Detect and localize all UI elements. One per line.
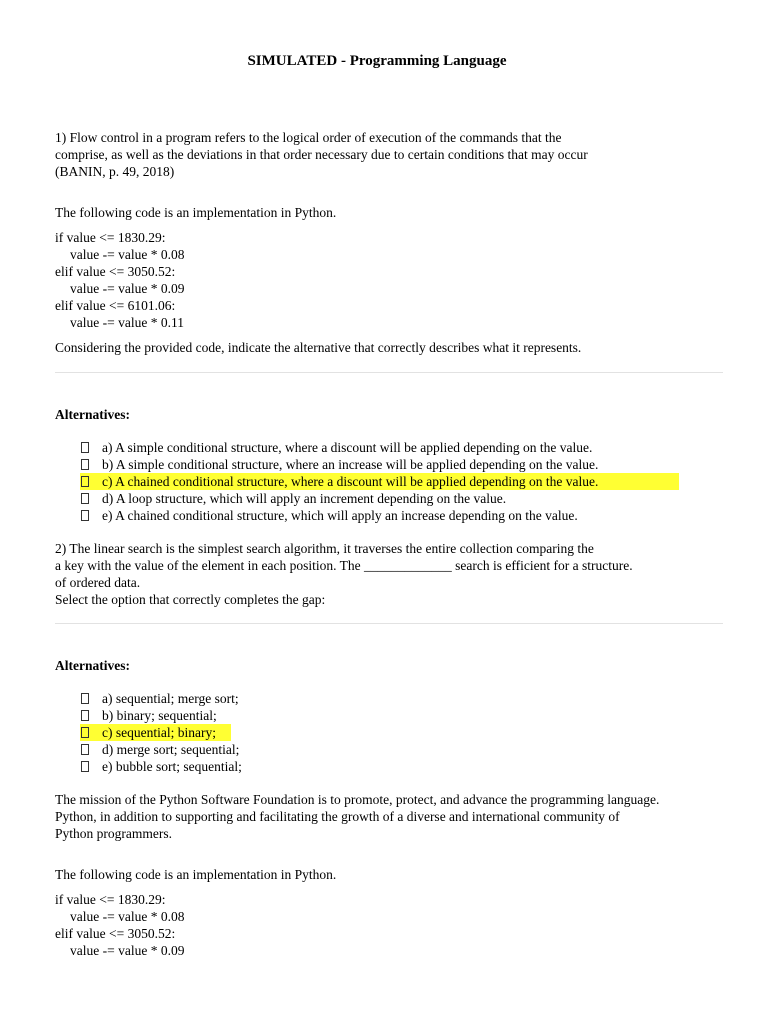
code-line: value -= value * 0.11: [70, 315, 184, 330]
q3-statement-line: The mission of the Python Software Foundation is to promote, protect, and advance the programming language.: [55, 792, 660, 807]
alternative-label: e) bubble sort; sequential;: [102, 759, 242, 774]
checkbox-icon[interactable]: [81, 761, 89, 772]
alternative-label: d) merge sort; sequential;: [102, 742, 240, 757]
q1-alternatives-list: [80, 439, 679, 524]
section-divider: [55, 623, 723, 624]
q2-alternatives-list: [80, 690, 242, 775]
q1-statement-line: comprise, as well as the deviations in that order necessary due to certain conditions that may occur: [55, 147, 588, 162]
q2-alternative-c[interactable]: [80, 724, 231, 741]
q1-prompt: Considering the provided code, indicate the alternative that correctly describes what it represents.: [55, 340, 582, 355]
q1-alternative-b[interactable]: [80, 456, 679, 473]
checkbox-icon[interactable]: [81, 744, 89, 755]
alternative-label: c) sequential; binary;: [102, 725, 216, 740]
q2-alternative-e[interactable]: [80, 758, 242, 775]
q1-statement: [55, 129, 723, 180]
checkbox-icon[interactable]: [81, 476, 89, 487]
q2-alternative-d[interactable]: [80, 741, 242, 758]
alternative-label: c) A chained conditional structure, where a discount will be applied depending on the value.: [102, 474, 599, 489]
q3-code-block: [55, 891, 723, 959]
checkbox-icon[interactable]: [81, 693, 89, 704]
checkbox-icon[interactable]: [81, 442, 89, 453]
q3-statement-line: Python programmers.: [55, 826, 172, 841]
checkbox-icon[interactable]: [81, 727, 89, 738]
q2-statement-line: Select the option that correctly completes the gap:: [55, 592, 326, 607]
section-divider: [55, 372, 723, 373]
q1-code-block: [55, 229, 723, 331]
q3-statement-line: Python, in addition to supporting and facilitating the growth of a diverse and international community of: [55, 809, 620, 824]
code-line: if value <= 1830.29:: [55, 892, 166, 907]
q3-statement: [55, 791, 723, 842]
code-line: elif value <= 6101.06:: [55, 298, 176, 313]
checkbox-icon[interactable]: [81, 510, 89, 521]
q1-alternative-d[interactable]: [80, 490, 679, 507]
alternative-label: e) A chained conditional structure, which will apply an increase depending on the value.: [102, 508, 578, 523]
q2-statement-line: 2) The linear search is the simplest search algorithm, it traverses the entire collection comparing the: [55, 541, 594, 556]
q2-alternative-b[interactable]: [80, 707, 242, 724]
code-line: value -= value * 0.09: [70, 943, 185, 958]
code-line: elif value <= 3050.52:: [55, 264, 176, 279]
q1-intro: The following code is an implementation in Python.: [55, 205, 337, 220]
document-title: SIMULATED - Programming Language: [247, 53, 507, 69]
q2-alternative-a[interactable]: [80, 690, 242, 707]
checkbox-icon[interactable]: [81, 710, 89, 721]
alternative-label: b) A simple conditional structure, where an increase will be applied depending on the value.: [102, 457, 599, 472]
q1-statement-line: (BANIN, p. 49, 2018): [55, 164, 175, 179]
code-line: value -= value * 0.08: [70, 909, 185, 924]
alternative-label: a) A simple conditional structure, where a discount will be applied depending on the value.: [102, 440, 593, 455]
q1-alternative-c[interactable]: [80, 473, 679, 490]
code-line: elif value <= 3050.52:: [55, 926, 176, 941]
q1-statement-line: 1) Flow control in a program refers to the logical order of execution of the commands that the: [55, 130, 562, 145]
q2-statement: [55, 540, 723, 608]
q2-statement-line: a key with the value of the element in each position. The _____________ search is efficient for a structure.: [55, 558, 633, 573]
q2-alternatives-heading: Alternatives:: [55, 658, 130, 673]
q1-alternative-e[interactable]: [80, 507, 679, 524]
alternative-label: b) binary; sequential;: [102, 708, 217, 723]
q1-alternatives-heading: Alternatives:: [55, 407, 130, 422]
alternative-label: a) sequential; merge sort;: [102, 691, 239, 706]
checkbox-icon[interactable]: [81, 459, 89, 470]
code-line: value -= value * 0.09: [70, 281, 185, 296]
q2-statement-line: of ordered data.: [55, 575, 141, 590]
q3-intro: The following code is an implementation in Python.: [55, 867, 337, 882]
alternative-label: d) A loop structure, which will apply an increment depending on the value.: [102, 491, 507, 506]
code-line: value -= value * 0.08: [70, 247, 185, 262]
code-line: if value <= 1830.29:: [55, 230, 166, 245]
checkbox-icon[interactable]: [81, 493, 89, 504]
q1-alternative-a[interactable]: [80, 439, 679, 456]
